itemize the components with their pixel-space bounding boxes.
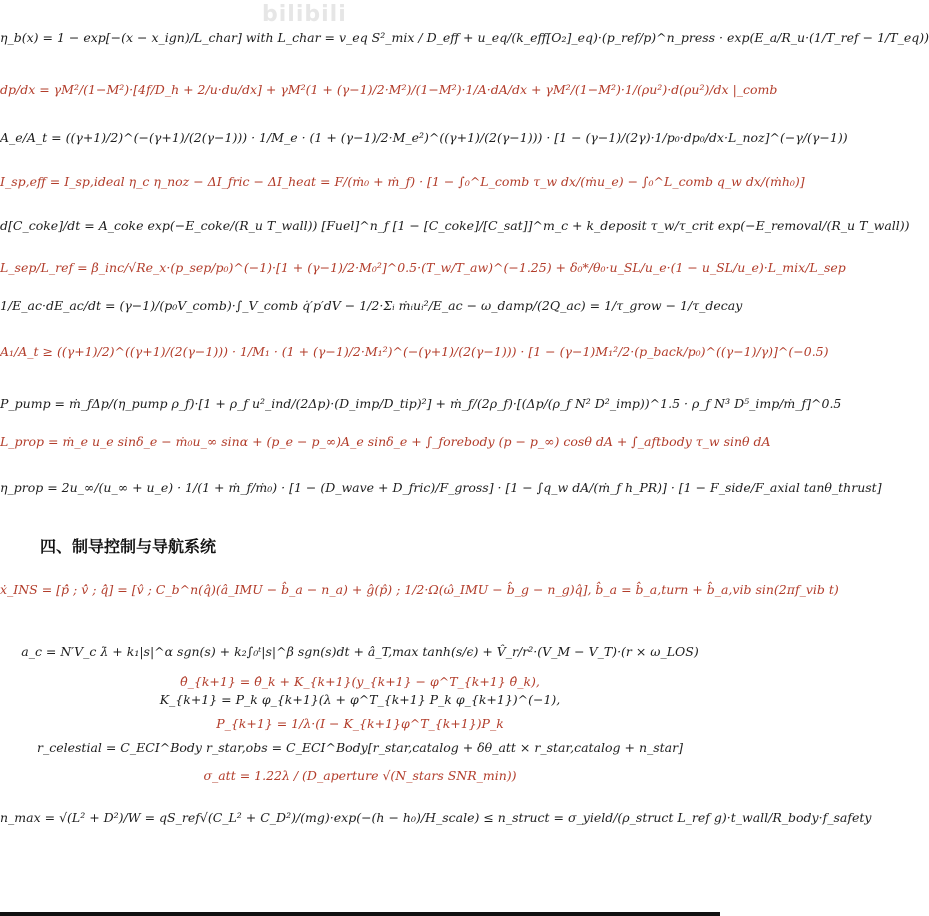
eq-kalman-p: P_{k+1} = 1/λ·(I − K_{k+1}φ^T_{k+1})P_k — [216, 716, 504, 731]
eq-kalman-k: K_{k+1} = P_k φ_{k+1}(λ + φ^T_{k+1} P_k φ_{k+1})^(−1), — [159, 692, 561, 707]
watermark-logo: bilibili — [262, 2, 347, 27]
eq-ppump: P_pump = ṁ_fΔp/(η_pump ρ_f)·[1 + ρ_f u²_ind/(2Δp)·(D_imp/D_tip)²] + ṁ_f/(2ρ_f)·[(Δp/(ρ_f N² D²_imp))^1.5 · ρ_f N³ D⁵_imp/ṁ_f]^0.5 — [0, 396, 842, 411]
eq-eta-prop: η_prop = 2u_∞/(u_∞ + u_e) · 1/(1 + ṁ_f/ṁ₀) · [1 − (D_wave + D_fric)/F_gross] · [1 − ∫q_w dA/(ṁ_f h_PR)] · [1 − F_side/F_axial tanθ_thrust] — [0, 480, 882, 495]
page-bottom-bar — [0, 912, 720, 916]
eq-theta: θ̂_{k+1} = θ̂_k + K_{k+1}(y_{k+1} − φ^T_{k+1} θ̂_k), — [180, 674, 540, 689]
eq-a1-at: A₁/A_t ≥ ((γ+1)/2)^((γ+1)/(2(γ−1))) · 1/M₁ · (1 + (γ−1)/2·M₁²)^(−(γ+1)/(2(γ−1))) · [1 − (γ−1)M₁²/2·(p_back/p₀)^((γ−1)/γ)]^(−0.5) — [0, 344, 829, 359]
eq-lsep: L_sep/L_ref = β_inc/√Re_x·(p_sep/p₀)^(−1)·[1 + (γ−1)/2·M₀²]^0.5·(T_w/T_aw)^(−1.25) + δ₀*/θ₀·u_SL/u_e·(1 − u_SL/u_e)·L_mix/L_sep — [0, 260, 846, 275]
eq-eac: 1/E_ac·dE_ac/dt = (γ−1)/(p₀V_comb)·∫_V_comb q̇′p′dV − 1/2·Σᵢ ṁᵢuᵢ²/E_ac − ω_damp/(2Q_ac) = 1/τ_grow − 1/τ_decay — [0, 298, 743, 313]
eq-dp-dx: dp/dx = γM²/(1−M²)·[4f/D_h + 2/u·du/dx] + γM²(1 + (γ−1)/2·M²)/(1−M²)·1/A·dA/dx + γM²/(1−M²)·1/(ρu²)·d(ρu²)/dx |_comb — [0, 82, 778, 97]
eq-ac: a_c = N′V_c λ̇ + k₁|s|^α sgn(s) + k₂∫₀ᵗ|s|^β sgn(s)dt + â_T,max tanh(s/ϵ) + V̂_r/r²·(V_M − V_T)·(r × ω_LOS) — [21, 644, 699, 659]
eq-area-ratio: A_e/A_t = ((γ+1)/2)^(−(γ+1)/(2(γ−1))) · 1/M_e · (1 + (γ−1)/2·M_e²)^((γ+1)/(2(γ−1))) · [1 − (γ−1)/(2γ)·1/p₀·dp₀/dx·L_noz]^(−γ/(γ−1)) — [0, 130, 848, 145]
eq-eta-b: η_b(x) = 1 − exp[−(x − x_ign)/L_char] with L_char = v_eq S²_mix / D_eff + u_eq/(k_eff[O₂]_eq)·(p_ref/p)^n_press · exp(E_a/R_u·(1/T_ref − 1/T_eq)) — [0, 30, 929, 45]
eq-coke: d[C_coke]/dt = A_coke exp(−E_coke/(R_u T_wall)) [Fuel]^n_f [1 − [C_coke]/[C_sat]]^m_c + k_deposit τ_w/τ_crit exp(−E_removal/(R_u T_wall)) — [0, 218, 910, 233]
eq-isp-eff: I_sp,eff = I_sp,ideal η_c η_noz − ΔI_fric − ΔI_heat = F/(ṁ₀ + ṁ_f) · [1 − ∫₀^L_comb τ_w dx/(ṁu_e) − ∫₀^L_comb q_w dx/(ṁh₀)] — [0, 174, 805, 189]
eq-celestial: r_celestial = C_ECI^Body r_star,obs = C_ECI^Body[r_star,catalog + δθ_att × r_star,catalog + n_star] — [36, 740, 683, 755]
eq-sigma-att: σ_att = 1.22λ / (D_aperture √(N_stars SNR_min)) — [203, 768, 517, 783]
section-heading: 四、制导控制与导航系统 — [40, 537, 217, 556]
eq-ins: ẋ_INS = [p̂̇ ; v̂̇ ; q̂̇] = [v̂ ; C_b^n(q̂)(â_IMU − b̂_a − n_a) + ĝ(p̂) ; 1/2·Ω(ω̂_IMU − b̂_g − n_g)q̂], b̂_a = b̂_a,turn + b̂_a,vib sin(2πf_vib t) — [0, 582, 839, 597]
eq-nmax: n_max = √(L² + D²)/W = qS_ref√(C_L² + C_D²)/(mg)·exp(−(h − h₀)/H_scale) ≤ n_struct = σ_yield/(ρ_struct L_ref g)·t_wall/R_body·f_safety — [0, 810, 872, 825]
eq-lprop: L_prop = ṁ_e u_e sinδ_e − ṁ₀u_∞ sinα + (p_e − p_∞)A_e sinδ_e + ∫_forebody (p − p_∞) cosθ dA + ∫_aftbody τ_w sinθ dA — [0, 434, 771, 449]
